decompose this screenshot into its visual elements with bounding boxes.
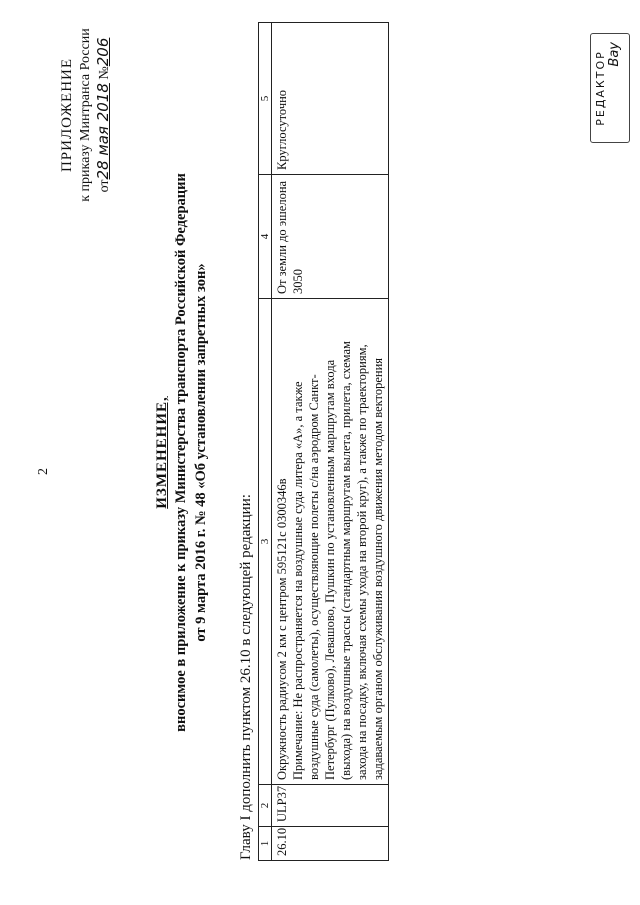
column-number-5: 5 [259, 23, 272, 175]
description-line: Окружность радиусом 2 км с центром 595121с 0300346в [275, 478, 289, 780]
description-line: воздушные суда (самолеты), осуществляющие полеты с/на аэродром Санкт- [307, 374, 321, 780]
document-title: ИЗМЕНЕНИЕ, [154, 396, 170, 509]
heading-line-1: вносимое в приложение к приказу Министерства транспорта Российской Федерации [173, 173, 190, 732]
appendix-number-sign: № [97, 66, 113, 80]
table-row [272, 23, 389, 861]
table-column-number-row [259, 23, 272, 861]
cell-altitude-limits [272, 175, 389, 299]
editor-signature: Bay [607, 42, 622, 67]
appendix-block [58, 25, 114, 205]
appendix-title: ПРИЛОЖЕНИЕ [59, 57, 75, 173]
column-number-3: 3 [259, 299, 272, 785]
description-line: Примечание: Не распространяется на воздушные суда литера «А», а также [291, 381, 305, 780]
amendment-table [258, 22, 389, 861]
column-number-2: 2 [259, 785, 272, 827]
cell-item-number: 26.10 [272, 827, 389, 861]
appendix-order-line: к приказу Минтранса России [77, 28, 93, 202]
appendix-date-line [94, 25, 114, 205]
editor-stamp [590, 33, 630, 143]
cell-zone-code: ULP37 [272, 785, 389, 827]
description-line: Петербург (Пулково), Левашово, Пушкин по установленным маршрутам входа [323, 359, 337, 780]
editor-stamp-label: РЕДАКТОР [594, 50, 607, 126]
page-number: 2 [36, 468, 51, 475]
column-number-4: 4 [259, 175, 272, 299]
appendix-from: от [97, 179, 113, 193]
heading-block [152, 0, 211, 905]
cell-zone-description [272, 299, 389, 785]
cell-operating-time: Круглосуточно [272, 23, 389, 175]
description-line: задаваемым органом обслуживания воздушного движения методом векторения [371, 357, 385, 780]
appendix-date: 28 мая 2018 [94, 83, 113, 180]
description-line: (выхода) на воздушные трассы (стандартным маршрутам вылета, прилета, схемам [339, 341, 353, 780]
altitude-line: 3050 [291, 269, 305, 294]
appendix-number: 206 [94, 37, 113, 67]
altitude-line: От земли до эшелона [275, 180, 289, 294]
heading-line-2: от 9 марта 2016 г. № 48 «Об установлении запретных зон» [192, 263, 209, 642]
description-line: захода на посадку, включая схемы ухода на второй круг), а также по траекториям, [355, 344, 369, 780]
intro-text: Главу I дополнить пунктом 26.10 в следующей редакции: [238, 494, 254, 860]
column-number-1: 1 [259, 827, 272, 861]
